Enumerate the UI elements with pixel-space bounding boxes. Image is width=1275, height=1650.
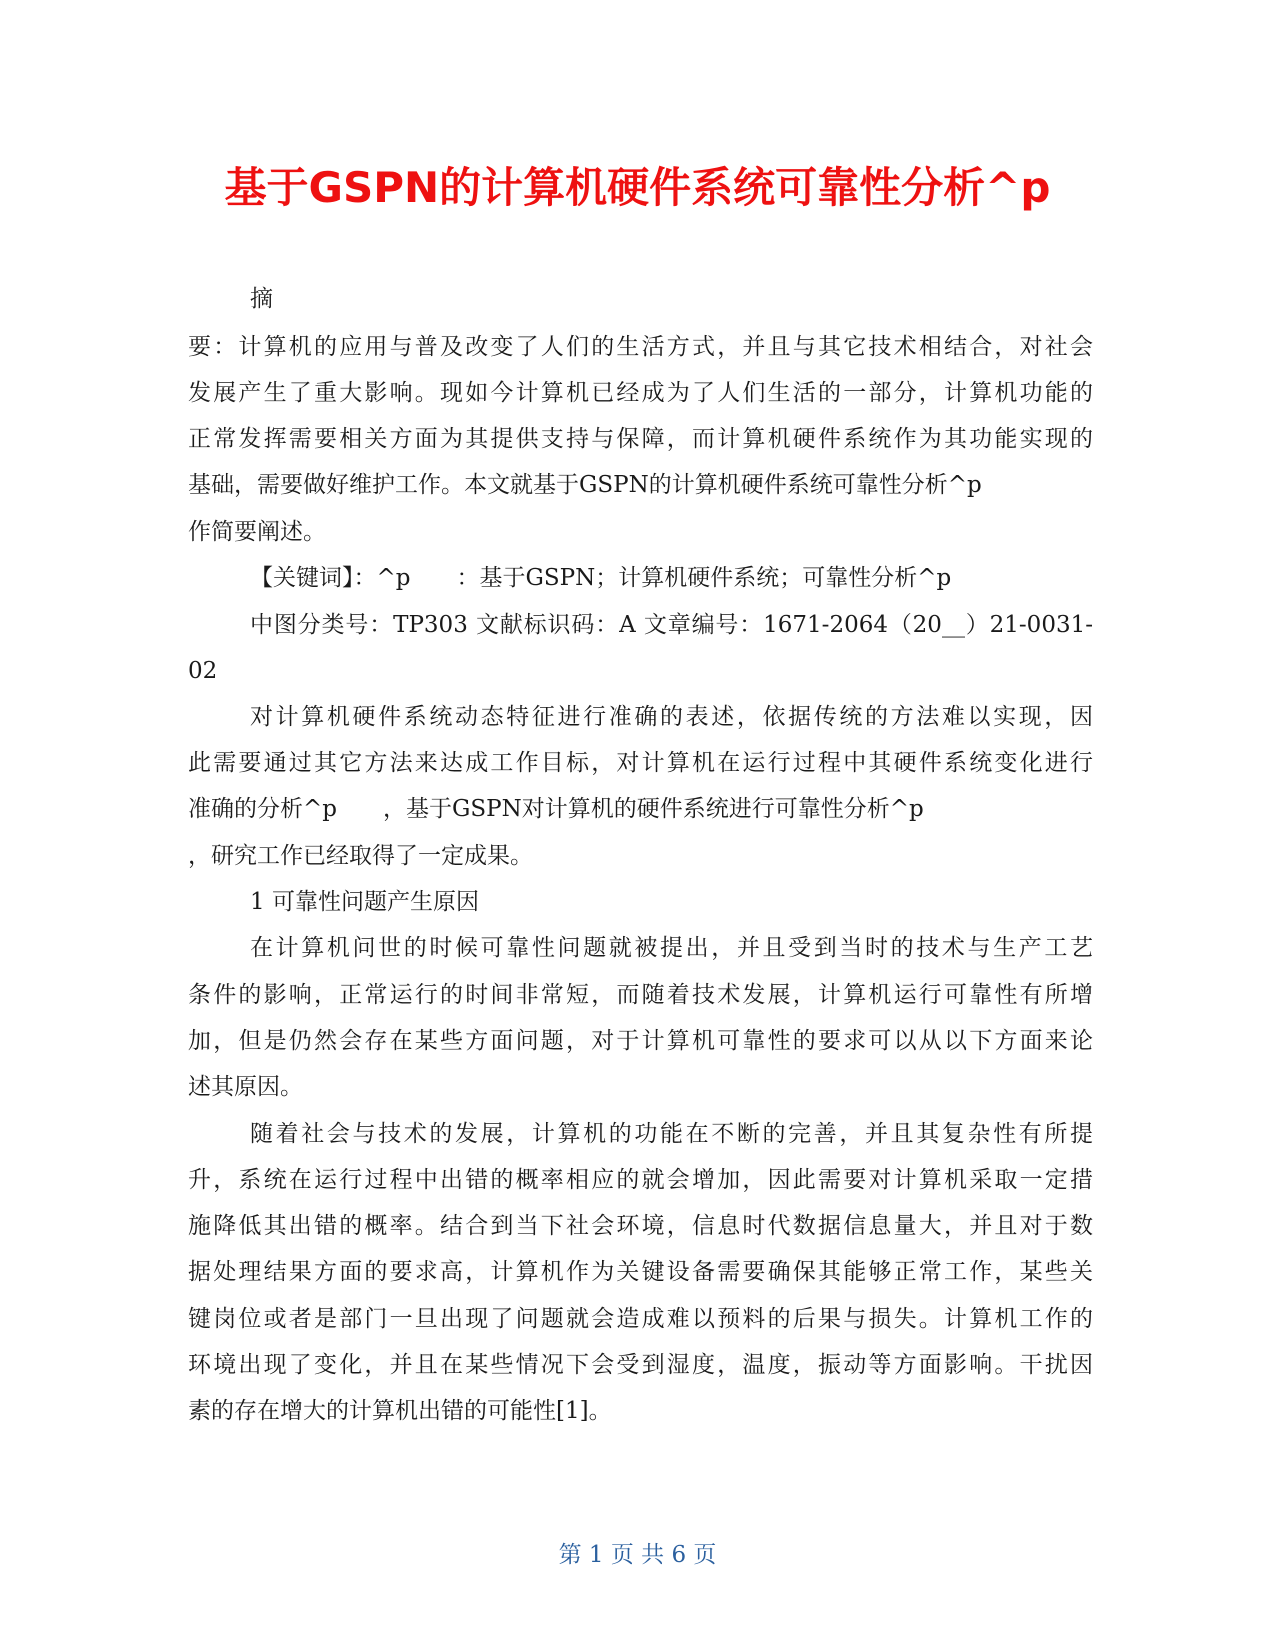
classification-line: 中图分类号：TP303 文献标识码：A 文章编号：1671-2064（20__）21-0031- <box>250 612 1093 638</box>
abstract-line: 基础，需要做好维护工作。本文就基于GSPN的计算机硬件系统可靠性分析^p <box>188 472 982 498</box>
body-line: 在计算机问世的时候可靠性问题就被提出，并且受到当时的技术与生产工艺 <box>250 935 1093 961</box>
abstract-line: 要：计算机的应用与普及改变了人们的生活方式，并且与其它技术相结合，对社会 <box>188 334 1093 360</box>
abstract-line: 作简要阐述。 <box>188 519 326 545</box>
body-line: 准确的分析^p ，基于GSPN对计算机的硬件系统进行可靠性分析^p <box>188 796 924 822</box>
page-footer: 第 1 页 共 6 页 <box>558 1542 717 1568</box>
document-title: 基于GSPN的计算机硬件系统可靠性分析^p <box>224 163 1051 212</box>
section-heading: 1 可靠性问题产生原因 <box>250 889 479 915</box>
keywords-line: 【关键词】：^p ：基于GSPN；计算机硬件系统；可靠性分析^p <box>250 565 952 591</box>
body-line: 述其原因。 <box>188 1074 303 1100</box>
body-line: 素的存在增大的计算机出错的可能性[1]。 <box>188 1398 612 1424</box>
body-line: ，研究工作已经取得了一定成果。 <box>188 843 533 869</box>
body-line: 键岗位或者是部门一旦出现了问题就会造成难以预料的后果与损失。计算机工作的 <box>188 1306 1093 1332</box>
body-line: 随着社会与技术的发展，计算机的功能在不断的完善，并且其复杂性有所提 <box>250 1121 1093 1147</box>
body-line: 据处理结果方面的要求高，计算机作为关键设备需要确保其能够正常工作，某些关 <box>188 1259 1093 1285</box>
body-line: 对计算机硬件系统动态特征进行准确的表述，依据传统的方法难以实现，因 <box>250 704 1093 730</box>
body-line: 加，但是仍然会存在某些方面问题，对于计算机可靠性的要求可以从以下方面来论 <box>188 1028 1093 1054</box>
body-line: 条件的影响，正常运行的时间非常短，而随着技术发展，计算机运行可靠性有所增 <box>188 982 1093 1008</box>
abstract-line: 正常发挥需要相关方面为其提供支持与保障，而计算机硬件系统作为其功能实现的 <box>188 426 1093 452</box>
body-line: 环境出现了变化，并且在某些情况下会受到湿度，温度，振动等方面影响。干扰因 <box>188 1352 1093 1378</box>
abstract-label: 摘 <box>250 286 273 312</box>
abstract-line: 发展产生了重大影响。现如今计算机已经成为了人们生活的一部分，计算机功能的 <box>188 380 1093 406</box>
body-line: 施降低其出错的概率。结合到当下社会环境，信息时代数据信息量大，并且对于数 <box>188 1213 1093 1239</box>
body-line: 此需要通过其它方法来达成工作目标，对计算机在运行过程中其硬件系统变化进行 <box>188 750 1093 776</box>
classification-line: 02 <box>188 658 218 684</box>
body-line: 升，系统在运行过程中出错的概率相应的就会增加，因此需要对计算机采取一定措 <box>188 1167 1093 1193</box>
